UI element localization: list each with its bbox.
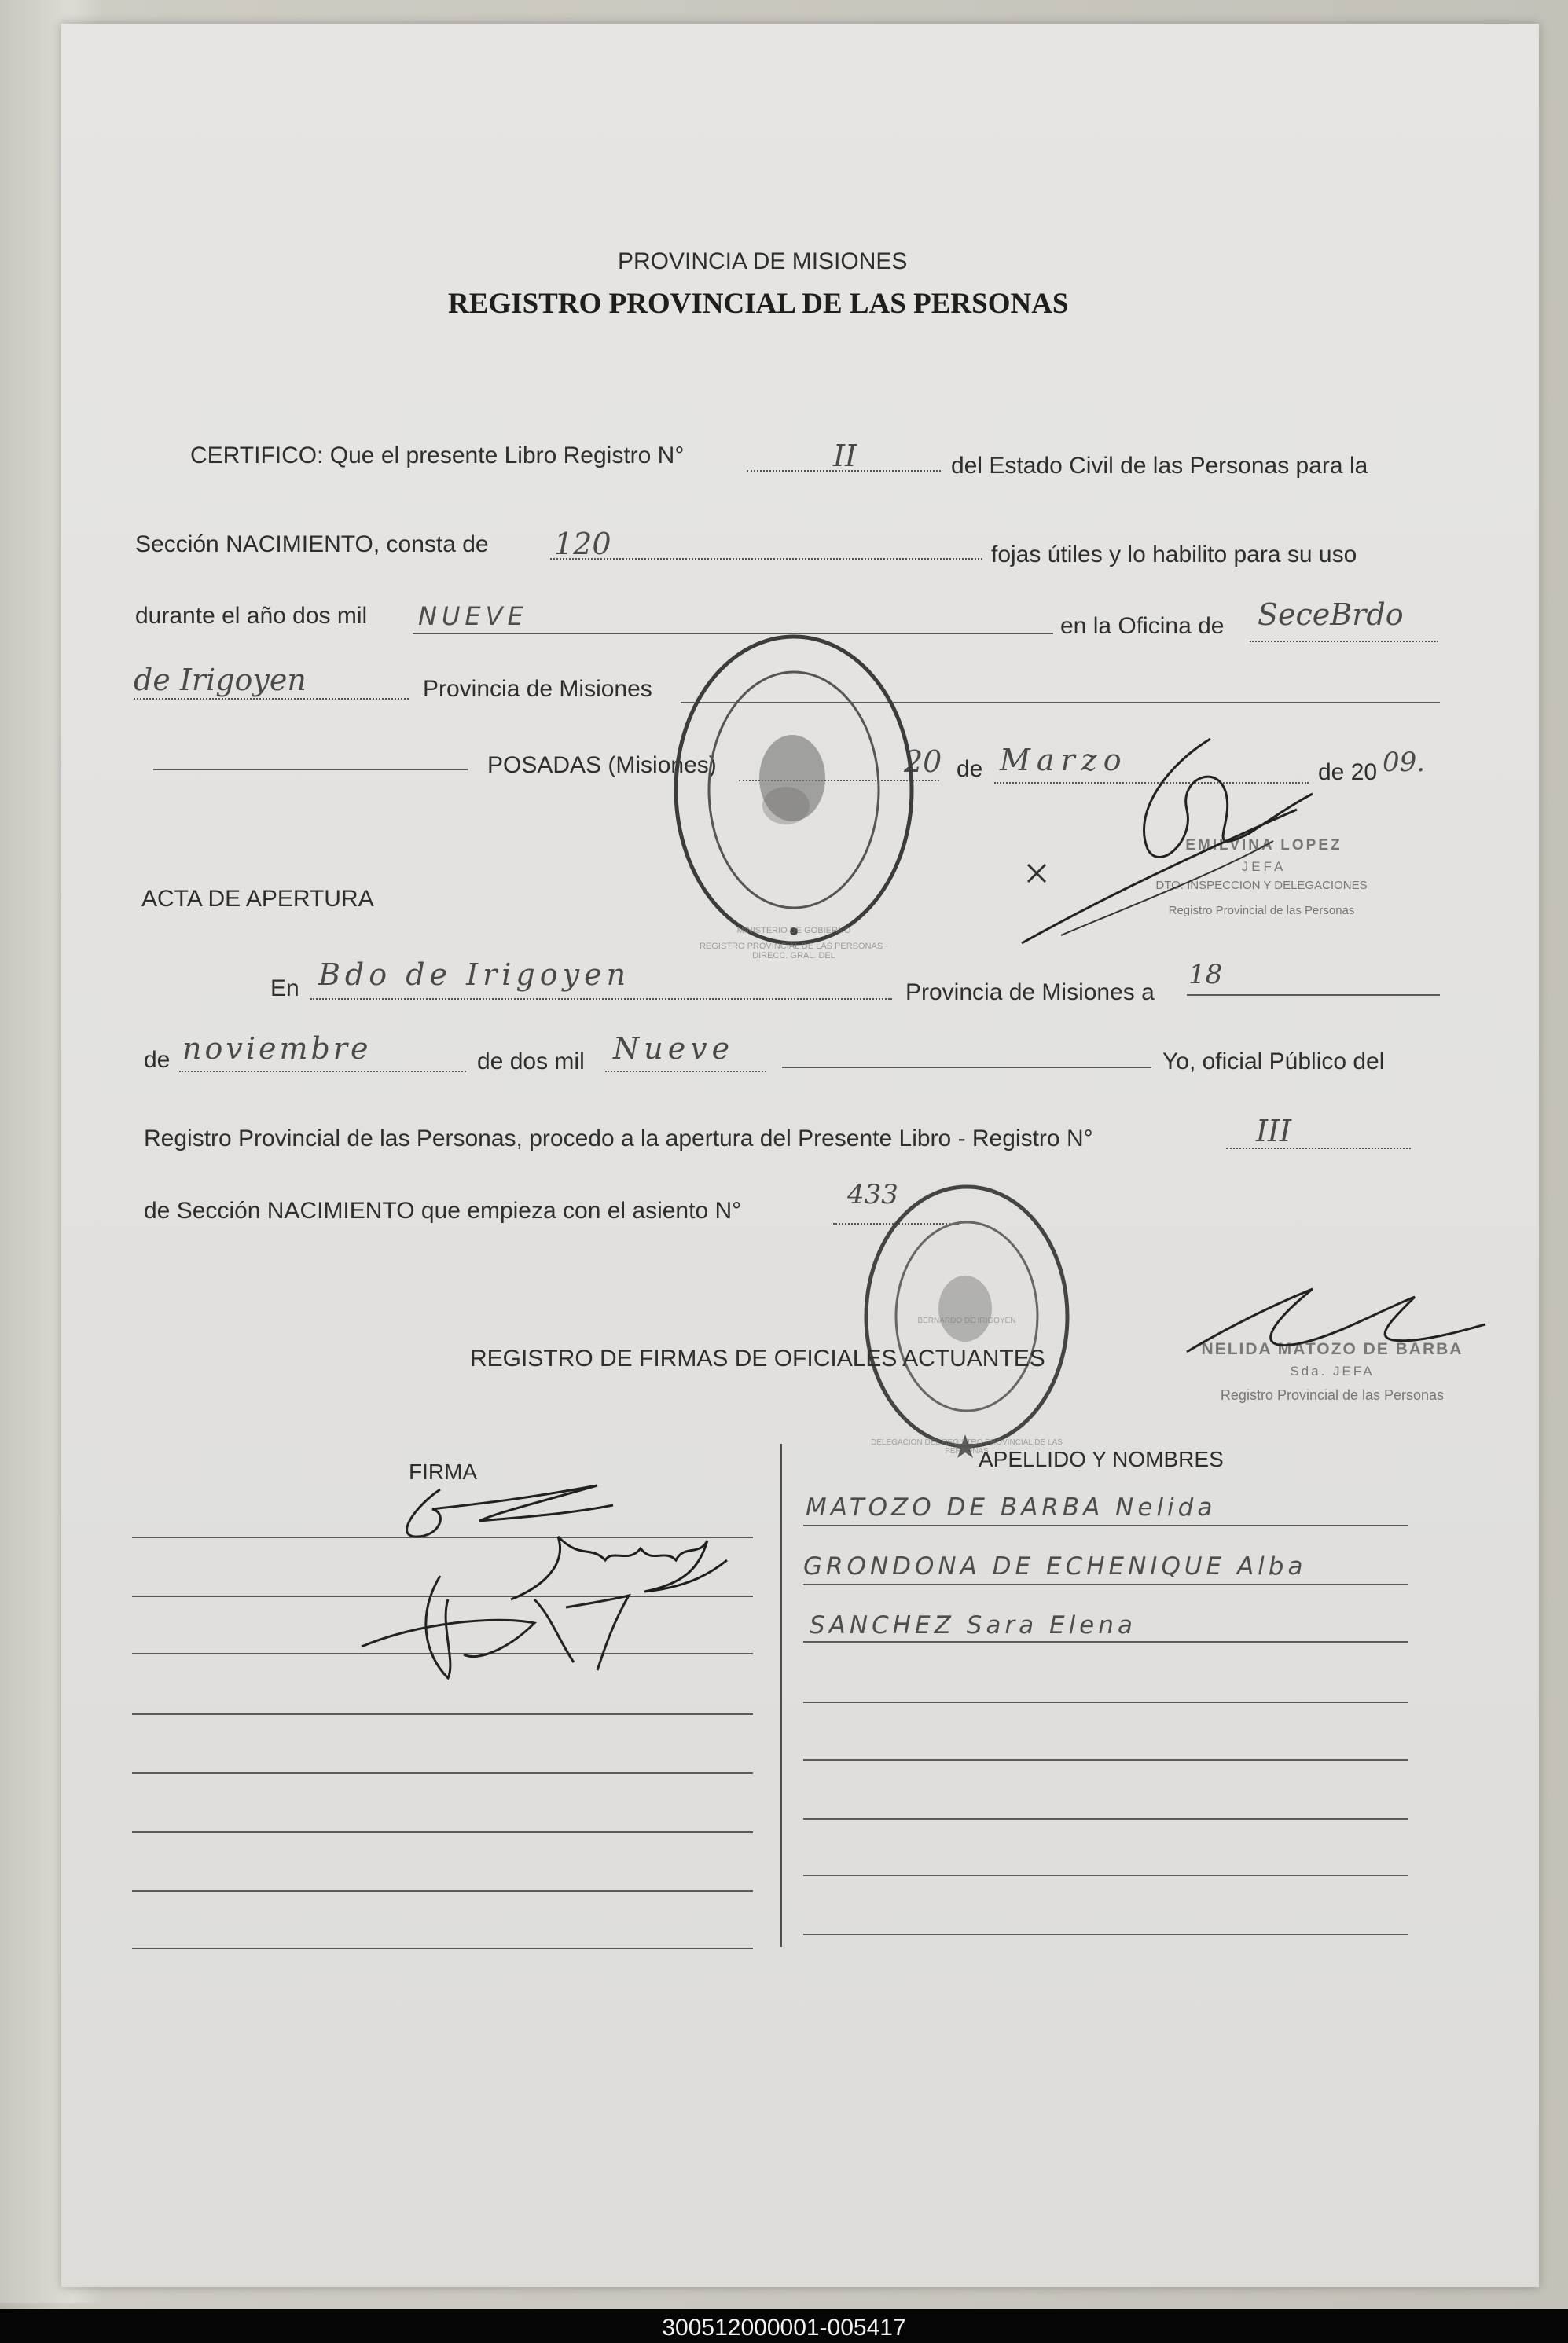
cert-fojas: 120 [554, 527, 611, 561]
official-oval-stamp-1 [668, 629, 920, 951]
cert-oficina-2: de Irigoyen [134, 663, 307, 697]
cert-line1-prefix: CERTIFICO: Que el presente Libro Registro N° [190, 443, 685, 468]
acta-dosmil: de dos mil [477, 1048, 585, 1074]
stamp1-ring-text: REGISTRO PROVINCIAL DE LAS PERSONAS · DIRECC. GRAL. DEL [700, 942, 888, 960]
cert-posadas: POSADAS (Misiones) [487, 752, 717, 778]
firma-rule-7 [132, 1890, 753, 1892]
nombre-rule-1 [803, 1525, 1408, 1526]
col-firma-header: FIRMA [409, 1460, 478, 1484]
acta-day-field [1187, 994, 1440, 996]
province-title: PROVINCIA DE MISIONES [618, 248, 908, 274]
cert-oficina-field [1250, 641, 1438, 642]
acta-line2-rule [782, 1067, 1151, 1068]
official2-name: NELIDA MATOZO DE BARBA [1201, 1340, 1463, 1358]
nombre-rule-4 [803, 1702, 1408, 1703]
firma-rule-4 [132, 1713, 753, 1715]
acta-en: En [270, 975, 299, 1001]
cert-libro-num: II [833, 439, 857, 473]
firma-rule-6 [132, 1831, 753, 1833]
official1-name: EMILVINA LOPEZ [1185, 837, 1342, 854]
acta-title: ACTA DE APERTURA [141, 886, 374, 912]
cert-line5-rule [153, 769, 468, 770]
acta-month-field [179, 1071, 466, 1072]
cert-de1: de [957, 756, 983, 782]
cert-oficina-1: SeceBrdo [1258, 597, 1404, 632]
official-name-1: MATOZO DE BARBA Nelida [806, 1493, 1217, 1522]
nombre-rule-6 [803, 1818, 1408, 1820]
acta-day: 18 [1188, 959, 1223, 990]
signature-official-2 [1179, 1281, 1493, 1375]
acta-asiento: 433 [847, 1179, 898, 1210]
cert-line1-suffix: del Estado Civil de las Personas para la [951, 453, 1368, 479]
stamp2-inner-text: BERNARDO DE IRIGOYEN [917, 1317, 1016, 1325]
acta-year-field [605, 1071, 766, 1072]
cert-line3-suffix: en la Oficina de [1060, 613, 1225, 639]
cert-line4-suffix: Provincia de Misiones [423, 676, 652, 702]
acta-libro-field [1226, 1148, 1411, 1149]
cert-line2-prefix: Sección NACIMIENTO, consta de [135, 531, 489, 557]
firma-rule-5 [132, 1772, 753, 1774]
official1-role: JEFA [1241, 859, 1287, 874]
stamp2-ring-text: DELEGACION DEL REGISTRO PROVINCIAL DE LAS PERSONAS [871, 1438, 1063, 1456]
cert-year-end: 09. [1383, 747, 1426, 778]
firma-signature-3 [354, 1568, 637, 1686]
nombre-rule-5 [803, 1759, 1408, 1761]
official-name-2: GRONDONA DE ECHENIQUE Alba [803, 1552, 1307, 1581]
col-nombres-header: APELLIDO Y NOMBRES [979, 1447, 1224, 1471]
official2-org: Registro Provincial de las Personas [1220, 1387, 1445, 1403]
firmas-title: REGISTRO DE FIRMAS DE OFICIALES ACTUANTES [470, 1346, 1045, 1372]
acta-month: noviembre [182, 1031, 372, 1066]
stamp1-inner-text: MINISTERIO DE GOBIERNO [736, 926, 851, 935]
cert-year-word: NUEVE [418, 601, 528, 631]
cert-de2: de 20 [1318, 759, 1378, 785]
cert-line3-prefix: durante el año dos mil [135, 603, 368, 629]
document-id: 300512000001-005417 [662, 2315, 906, 2341]
acta-libro-num: III [1256, 1114, 1292, 1148]
acta-de: de [144, 1047, 171, 1073]
nombre-rule-2 [803, 1584, 1408, 1585]
acta-prov: Provincia de Misiones a [905, 979, 1155, 1005]
cert-oficina-2-field [134, 698, 409, 700]
nombre-rule-3 [803, 1641, 1408, 1643]
official2-role: Sda. JEFA [1290, 1364, 1375, 1379]
column-divider [780, 1444, 782, 1947]
acta-line4: de Sección NACIMIENTO que empieza con el asiento N° [144, 1198, 742, 1224]
nombre-rule-8 [803, 1934, 1408, 1935]
acta-place: Bdo de Irigoyen [318, 957, 631, 992]
acta-year-word: Nueve [613, 1031, 735, 1066]
acta-place-field [310, 998, 892, 1000]
registry-title: REGISTRO PROVINCIAL DE LAS PERSONAS [448, 288, 1069, 320]
cert-day: 20 [904, 744, 942, 779]
official1-org: Registro Provincial de las Personas [1168, 904, 1355, 917]
signature-official-1 [1014, 715, 1328, 951]
acta-line3: Registro Provincial de las Personas, procedo a la apertura del Presente Libro - Registro N° [144, 1126, 1093, 1151]
official1-dept: DTO. INSPECCION Y DELEGACIONES [1155, 879, 1368, 892]
acta-oficial: Yo, oficial Público del [1162, 1048, 1385, 1074]
cert-month: Marzo [1000, 743, 1128, 777]
cert-fojas-field [550, 558, 982, 560]
cert-line2-suffix: fojas útiles y lo habilito para su uso [991, 542, 1357, 567]
official-name-3: SANCHEZ Sara Elena [810, 1611, 1137, 1640]
nombre-rule-7 [803, 1875, 1408, 1876]
firma-rule-8 [132, 1948, 753, 1949]
